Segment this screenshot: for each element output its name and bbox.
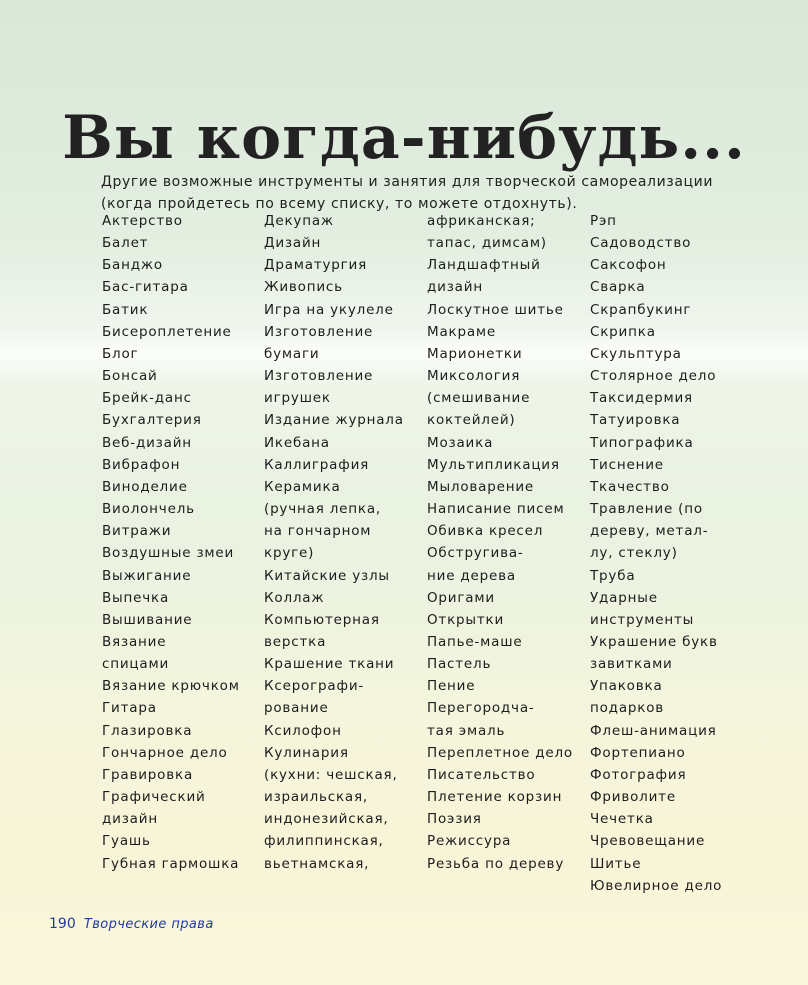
- activity-item: Выпечка: [102, 589, 170, 606]
- activity-item: Гитара: [102, 700, 157, 717]
- activity-item: Китайские узлы: [264, 567, 390, 584]
- activity-item: Компьютерная: [264, 611, 380, 628]
- activity-item: Столярное дело: [590, 368, 717, 385]
- activity-item: Ксилофон: [264, 722, 342, 739]
- activity-item: Графический: [102, 789, 206, 806]
- activity-item: Переплетное дело: [427, 744, 573, 761]
- activity-item: Ксерографи-: [264, 678, 365, 695]
- activity-item: Блог: [102, 345, 139, 362]
- activity-column-2: [264, 210, 404, 875]
- activity-item: Губная гармошка: [102, 855, 240, 872]
- activity-item: Лоскутное шитье: [427, 301, 564, 318]
- activity-item: ние дерева: [427, 567, 516, 584]
- activity-item: африканская;: [427, 213, 536, 229]
- activity-item: Мозаика: [427, 434, 494, 451]
- activity-item: Живопись: [264, 279, 343, 296]
- activity-item: Сварка: [590, 279, 646, 296]
- activity-item: Резьба по дереву: [427, 855, 565, 872]
- activity-item: Шитье: [590, 855, 642, 872]
- activity-item: Флеш-анимация: [590, 722, 717, 739]
- activity-item: (ручная лепка,: [264, 501, 381, 518]
- activity-item: Вязание крючком: [102, 678, 240, 695]
- activity-item: Ударные: [590, 589, 658, 606]
- activity-item: филиппинская,: [264, 833, 384, 850]
- activity-item: Перегородча-: [427, 700, 535, 717]
- activity-item: Керамика: [264, 478, 341, 495]
- activity-item: Садоводство: [590, 235, 692, 252]
- activity-item: Бас-гитара: [102, 279, 189, 296]
- activity-item: Бисероплетение: [102, 323, 232, 340]
- activity-item: рование: [264, 700, 329, 717]
- activity-column-1: [102, 210, 240, 875]
- activity-item: Изготовление: [264, 368, 374, 385]
- activity-item: Чревовещание: [590, 833, 706, 850]
- activity-item: Упаковка: [590, 678, 663, 695]
- activity-item: инструменты: [590, 611, 695, 628]
- activity-item: Актерство: [102, 213, 183, 229]
- activity-item: верстка: [264, 633, 327, 650]
- activity-item: Украшение букв: [590, 633, 718, 650]
- activity-item: Издание журнала: [264, 412, 404, 429]
- activity-column-3: [427, 210, 573, 875]
- activity-item: (кухни: чешская,: [264, 766, 398, 783]
- page-subtitle: Другие возможные инструменты и занятия для творческой самореализации (когда пройдетесь по всему списку, то можете отдохнуть).: [101, 174, 714, 212]
- activity-item: Фортепиано: [590, 744, 686, 761]
- activity-item: Марионетки: [427, 345, 523, 362]
- activity-item: Вязание: [102, 633, 167, 650]
- activity-item: Бонсай: [102, 368, 158, 385]
- activity-item: Обивка кресел: [427, 523, 544, 540]
- activity-item: Воздушные змеи: [102, 545, 235, 562]
- section-name: Творческие права: [83, 917, 214, 932]
- activity-item: Брейк-данс: [102, 390, 192, 407]
- activity-item: Режиссура: [427, 833, 512, 850]
- activity-item: Выжигание: [102, 567, 192, 584]
- activity-item: Пастель: [427, 656, 492, 673]
- activity-item: Тиснение: [590, 456, 664, 473]
- activity-item: круге): [264, 545, 315, 562]
- activity-item: коктейлей): [427, 412, 516, 429]
- activity-item: Икебана: [264, 434, 330, 451]
- activity-item: на гончарном: [264, 523, 372, 540]
- activity-item: Саксофон: [590, 257, 667, 274]
- activity-item: дереву, метал-: [590, 523, 709, 540]
- activity-item: Миксология: [427, 368, 521, 385]
- activity-item: игрушек: [264, 390, 331, 407]
- activity-item: Каллиграфия: [264, 456, 370, 473]
- activity-item: Коллаж: [264, 589, 325, 606]
- activity-item: Травление (по: [590, 501, 703, 518]
- activity-item: Дизайн: [264, 235, 322, 252]
- activity-item: Банджо: [102, 257, 163, 274]
- activity-item: бумаги: [264, 345, 320, 362]
- activity-item: Глазировка: [102, 722, 193, 739]
- activity-item: Мультипликация: [427, 456, 560, 473]
- activity-item: Балет: [102, 235, 149, 252]
- activity-item: тая эмаль: [427, 722, 506, 739]
- activity-item: Батик: [102, 301, 149, 318]
- page-footer: [49, 913, 214, 936]
- activity-item: Фотография: [590, 766, 687, 783]
- activity-item: Кулинария: [264, 744, 349, 761]
- activity-item: Рэп: [590, 213, 617, 229]
- activity-item: Оригами: [427, 589, 495, 606]
- activity-item: Папье-маше: [427, 633, 523, 650]
- activity-item: Мыловарение: [427, 478, 535, 495]
- activity-item: Веб-дизайн: [102, 434, 192, 451]
- activity-item: Крашение ткани: [264, 656, 395, 673]
- activity-item: Таксидермия: [590, 390, 693, 407]
- activity-item: Декупаж: [264, 213, 334, 229]
- activity-item: Написание писем: [427, 501, 565, 518]
- activity-item: Татуировка: [590, 412, 681, 429]
- activity-item: Ландшафтный: [427, 257, 541, 274]
- activity-item: израильская,: [264, 789, 369, 806]
- activity-item: Гончарное дело: [102, 744, 228, 761]
- activity-column-4: [590, 210, 722, 897]
- activity-item: Писательство: [427, 766, 536, 783]
- activity-item: Гравировка: [102, 766, 194, 783]
- activity-item: Пение: [427, 678, 476, 695]
- activity-item: Плетение корзин: [427, 789, 563, 806]
- activity-item: Скрапбукинг: [590, 301, 692, 318]
- activity-item: Типографика: [590, 434, 694, 451]
- activity-item: Обстругива-: [427, 545, 524, 562]
- activity-item: спицами: [102, 656, 170, 673]
- activity-item: Бухгалтерия: [102, 412, 202, 429]
- activity-item: Виолончель: [102, 501, 195, 518]
- activity-item: лу, стеклу): [590, 545, 678, 562]
- activity-item: индонезийская,: [264, 811, 389, 828]
- page-title: Вы когда-нибудь...: [62, 103, 746, 174]
- activity-item: Витражи: [102, 523, 172, 540]
- activity-item: подарков: [590, 700, 665, 717]
- activity-item: Ювелирное дело: [590, 877, 723, 894]
- activity-item: вьетнамская,: [264, 855, 370, 872]
- activity-item: тапас, димсам): [427, 235, 547, 252]
- activity-item: Чечетка: [590, 811, 654, 828]
- activity-item: Вибрафон: [102, 456, 181, 473]
- activity-item: Ткачество: [590, 478, 670, 495]
- activity-item: Скрипка: [590, 323, 656, 340]
- activity-item: Труба: [590, 567, 636, 584]
- activity-item: (смешивание: [427, 390, 531, 407]
- activity-item: завитками: [590, 656, 673, 673]
- activity-item: Открытки: [427, 611, 505, 628]
- activity-item: Вышивание: [102, 611, 193, 628]
- activity-item: дизайн: [102, 811, 158, 828]
- activity-item: Макраме: [427, 323, 497, 340]
- activity-item: Поэзия: [427, 811, 482, 828]
- activity-item: дизайн: [427, 279, 483, 296]
- page-number: 190: [49, 916, 76, 932]
- activity-item: Скульптура: [590, 345, 682, 362]
- activity-item: Гуашь: [102, 833, 151, 850]
- activity-item: Драматургия: [264, 257, 368, 274]
- activity-item: Виноделие: [102, 478, 188, 495]
- activity-item: Фриволите: [590, 789, 676, 806]
- activity-item: Изготовление: [264, 323, 374, 340]
- activity-item: Игра на укулеле: [264, 301, 394, 318]
